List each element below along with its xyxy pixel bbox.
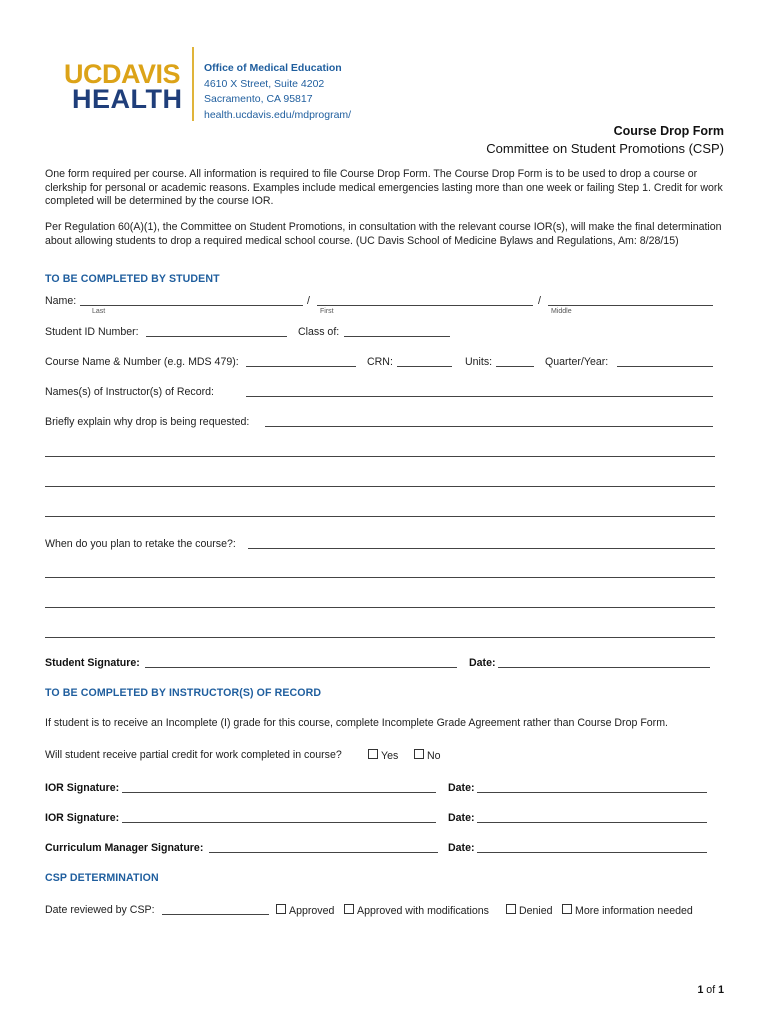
units-field[interactable]: [496, 366, 534, 367]
middle-sublabel: Middle: [551, 308, 572, 315]
ior-date-field-2[interactable]: [477, 822, 707, 823]
office-address-line2: Sacramento, CA 95817: [204, 93, 313, 105]
approved-option[interactable]: [276, 904, 334, 917]
approved-mod-label: Approved with modifications: [357, 905, 489, 917]
ior-date-field-1[interactable]: [477, 792, 707, 793]
approved-mod-checkbox[interactable]: [344, 904, 354, 914]
form-title-block: [486, 123, 724, 157]
quarter-year-label: Quarter/Year:: [545, 356, 609, 368]
name-slash-1: /: [307, 295, 310, 307]
last-name-field[interactable]: [80, 305, 303, 306]
intro-paragraph-2: Per Regulation 60(A)(1), the Committee on Student Promotions, in consultation with the relevant course IOR(s), will make the final determination about allowing students to drop a required medical school course. (UC Davis School of Medicine Bylaws and Regulations, Am: 8/28/15): [45, 221, 722, 247]
student-id-field[interactable]: [146, 336, 287, 337]
date-reviewed-label: Date reviewed by CSP:: [45, 904, 155, 916]
denied-checkbox[interactable]: [506, 904, 516, 914]
partial-credit-yes[interactable]: [368, 749, 398, 762]
retake-field-line-3[interactable]: [45, 607, 715, 608]
middle-name-field[interactable]: [548, 305, 713, 306]
explain-field-line-4[interactable]: [45, 516, 715, 517]
no-checkbox[interactable]: [414, 749, 424, 759]
crn-label: CRN:: [367, 356, 393, 368]
denied-label: Denied: [519, 905, 553, 917]
office-name: Office of Medical Education: [204, 62, 342, 74]
first-name-field[interactable]: [317, 305, 533, 306]
office-address-line1: 4610 X Street, Suite 4202: [204, 77, 325, 90]
more-info-label: More information needed: [575, 905, 693, 917]
retake-field-line-4[interactable]: [45, 637, 715, 638]
curriculum-manager-date-label: Date:: [448, 842, 475, 854]
student-signature-field[interactable]: [145, 667, 457, 668]
ior-date-label-2: Date:: [448, 812, 475, 824]
partial-credit-question: [45, 749, 342, 761]
page-number: [697, 984, 724, 996]
last-sublabel: Last: [92, 308, 106, 315]
yes-label: Yes: [381, 750, 399, 762]
instructors-label: Names(s) of Instructor(s) of Record:: [45, 386, 214, 398]
page-current: 1: [697, 984, 704, 996]
intro-paragraph-1: One form required per course. All information is required to file Course Drop Form. The Course Drop Form is to be used to drop a course or clerkship for personal or academic reasons. Examples include medical emergencies lasting more than one week or failing Step 1. Credit for work completed will be determined by the course IOR.: [45, 168, 723, 207]
student-id-label: Student ID Number:: [45, 326, 139, 338]
approved-mod-option[interactable]: [344, 904, 489, 917]
student-section-heading: TO BE COMPLETED BY STUDENT: [45, 273, 220, 285]
ior-signature-label-2: IOR Signature:: [45, 812, 120, 824]
form-title: Course Drop Form: [613, 124, 724, 138]
health-logo-wordmark: HEALTH: [72, 84, 183, 114]
explain-label: Briefly explain why drop is being requested:: [45, 416, 250, 428]
ior-signature-field-2[interactable]: [122, 822, 436, 823]
retake-field-line-1[interactable]: [248, 548, 715, 549]
curriculum-manager-date-field[interactable]: [477, 852, 707, 853]
explain-field-line-2[interactable]: [45, 456, 715, 457]
partial-credit-question-text: Will student receive partial credit for work completed in course?: [45, 749, 342, 761]
office-url[interactable]: health.ucdavis.edu/mdprogram/: [204, 108, 352, 121]
yes-checkbox[interactable]: [368, 749, 378, 759]
units-label: Units:: [465, 356, 493, 368]
partial-credit-no[interactable]: [414, 749, 441, 762]
student-signature-label: Student Signature:: [45, 657, 140, 669]
ior-date-label-1: Date:: [448, 782, 475, 794]
header-divider: [192, 47, 194, 121]
instructor-section-heading: TO BE COMPLETED BY INSTRUCTOR(S) OF RECORD: [45, 687, 322, 699]
denied-option[interactable]: [506, 904, 553, 917]
class-of-field[interactable]: [344, 336, 450, 337]
crn-field[interactable]: [397, 366, 452, 367]
quarter-year-field[interactable]: [617, 366, 713, 367]
approved-label: Approved: [289, 905, 335, 917]
page-of: of: [706, 984, 716, 996]
course-name-field[interactable]: [246, 366, 356, 367]
instructors-field[interactable]: [246, 396, 713, 397]
office-block: [204, 61, 351, 123]
explain-field-line-3[interactable]: [45, 486, 715, 487]
name-label: Name:: [45, 295, 77, 307]
page-total: 1: [718, 984, 724, 996]
student-date-field[interactable]: [498, 667, 710, 668]
ucdavis-logo-wordmark: UCDAVIS: [64, 59, 181, 89]
more-info-checkbox[interactable]: [562, 904, 572, 914]
more-info-option[interactable]: [562, 904, 693, 917]
csp-section-heading: CSP DETERMINATION: [45, 872, 159, 884]
no-label: No: [427, 750, 441, 762]
curriculum-manager-signature-field[interactable]: [209, 852, 438, 853]
ior-signature-field-1[interactable]: [122, 792, 436, 793]
approved-checkbox[interactable]: [276, 904, 286, 914]
incomplete-note: If student is to receive an Incomplete (I) grade for this course, complete Incomplete Grade Agreement rather than Course Drop Form.: [45, 717, 668, 729]
retake-label: When do you plan to retake the course?:: [45, 538, 236, 550]
class-of-label: Class of:: [298, 326, 340, 338]
first-sublabel: First: [320, 308, 334, 315]
student-date-label: Date:: [469, 657, 496, 669]
committee-title: Committee on Student Promotions (CSP): [486, 141, 724, 156]
ior-signature-label-1: IOR Signature:: [45, 782, 120, 794]
curriculum-manager-signature-label: Curriculum Manager Signature:: [45, 842, 204, 854]
explain-field-line-1[interactable]: [265, 426, 713, 427]
retake-field-line-2[interactable]: [45, 577, 715, 578]
name-slash-2: /: [538, 295, 541, 307]
course-name-label: Course Name & Number (e.g. MDS 479):: [45, 356, 239, 368]
date-reviewed-field[interactable]: [162, 914, 269, 915]
